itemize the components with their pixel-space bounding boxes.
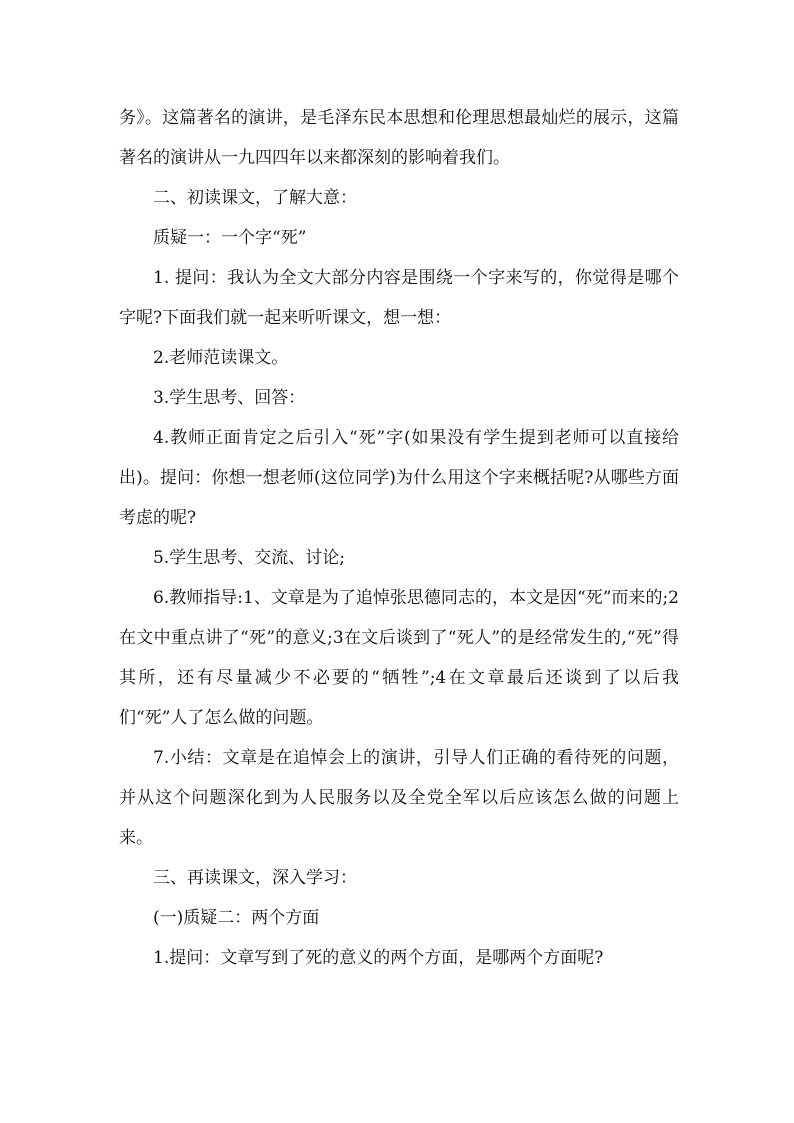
- section-heading: 二、初读课文，了解大意：: [153, 188, 357, 208]
- paragraph: 6.教师指导:1、文章是为了追悼张思德同志的，本文是因“死”而来的;2在文中重点讲了“死”的意义;3在文后谈到了“死人”的是经常发生的,“死”得其所，还有尽量减少不必要的“牺牲”;4在文章最后还谈到了以后我们“死”人了怎么做的问题。: [119, 588, 679, 728]
- subheading: 质疑一：一个字“死”: [153, 228, 307, 248]
- paragraph: 3.学生思考、回答：: [153, 388, 306, 408]
- paragraph: 4.教师正面肯定之后引入“死”字(如果没有学生提到老师可以直接给出)。提问：你想一想老师(这位同学)为什么用这个字来概括呢?从哪些方面考虑的呢?: [119, 428, 679, 528]
- paragraph: 7.小结：文章是在追悼会上的演讲，引导人们正确的看待死的问题，并从这个问题深化到为人民服务以及全党全军以后应该怎么做的问题上来。: [119, 748, 679, 848]
- paragraph: 1. 提问：我认为全文大部分内容是围绕一个字来写的，你觉得是哪个字呢?下面我们就一起来听听课文，想一想：: [119, 268, 679, 328]
- paragraph: 2.老师范读课文。: [153, 348, 289, 368]
- paragraph: 务》。这篇著名的演讲，是毛泽东民本思想和伦理思想最灿烂的展示，这篇著名的演讲从一九四四年以来都深刻的影响着我们。: [119, 108, 679, 168]
- document-body: [119, 98, 679, 978]
- paragraph: 5.学生思考、交流、讨论;: [153, 548, 345, 568]
- section-heading: 三、再读课文，深入学习：: [153, 868, 357, 888]
- paragraph: 1.提问：文章写到了死的意义的两个方面，是哪两个方面呢?: [153, 948, 604, 968]
- subheading: (一)质疑二：两个方面: [153, 908, 320, 928]
